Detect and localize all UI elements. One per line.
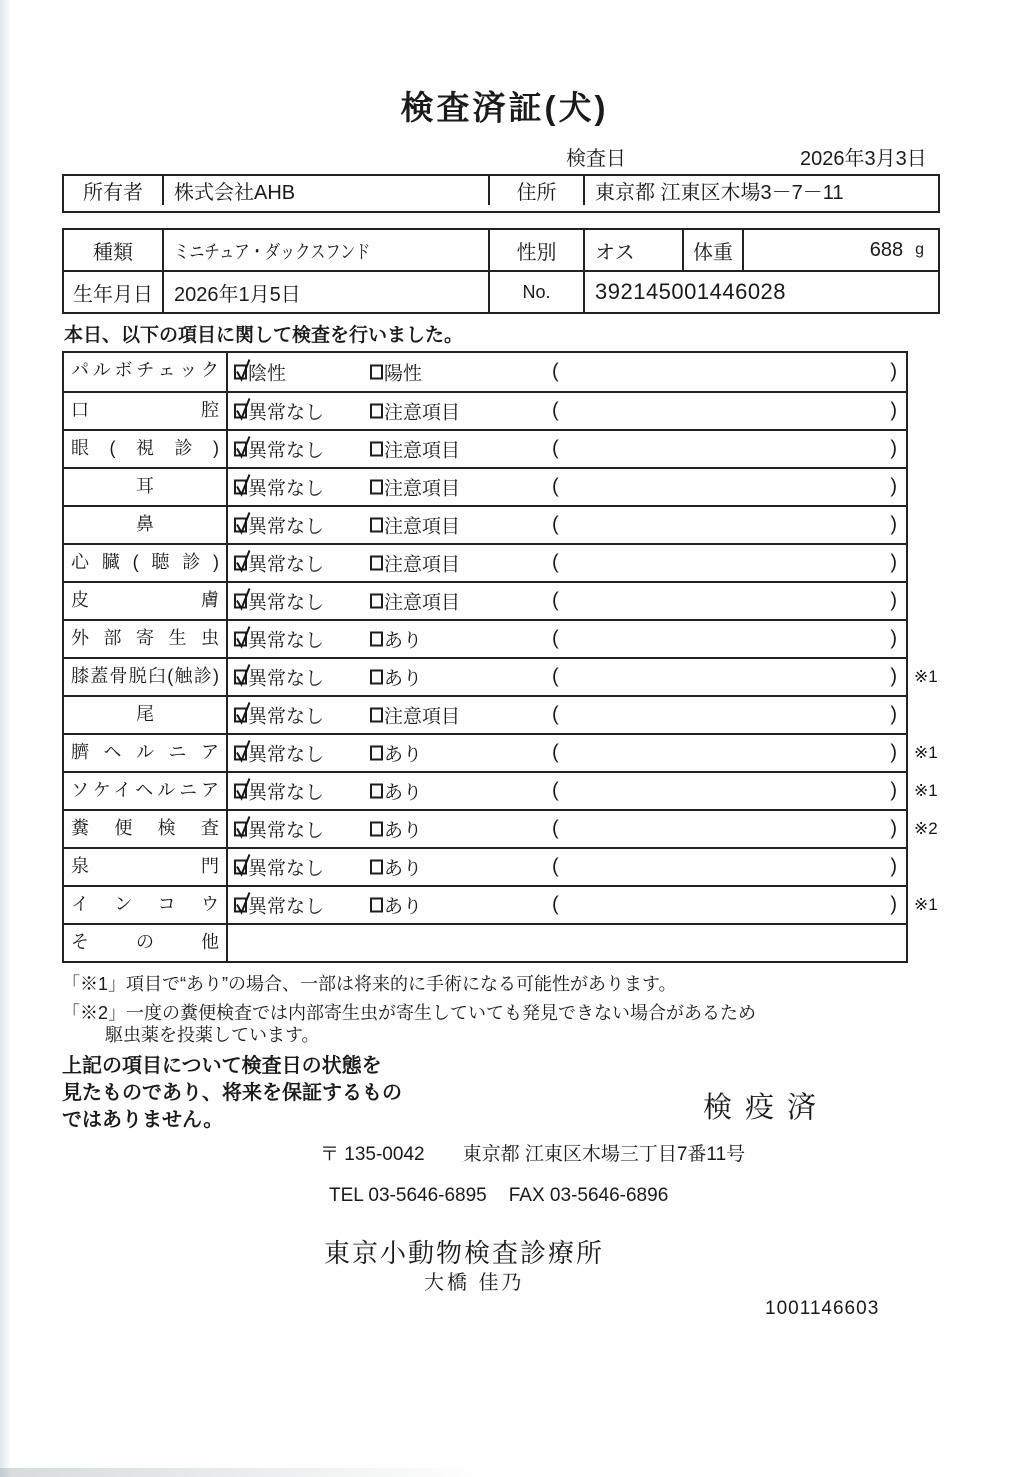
disclaimer-line-1: 上記の項目について検査日の状態を [62, 1055, 382, 1077]
checkbox-unchecked [370, 670, 383, 685]
inspection-table [62, 351, 938, 963]
paren-open: ( [552, 589, 559, 612]
option-normal-label: 異常なし [248, 440, 325, 462]
number-value: 392145001446028 [595, 279, 787, 304]
inspection-row [64, 771, 938, 809]
option-attention-label: 陽性 [384, 363, 423, 385]
option-attention-label: あり [384, 896, 423, 918]
remark-note-1: 「※1」項目で“あり”の場合、一部は将来的に手術になる可能性があります。 [62, 974, 677, 994]
paren-close: ) [890, 627, 897, 650]
paren-close: ) [890, 475, 897, 498]
option-normal-label: 異常なし [248, 668, 325, 690]
paren-open: ( [552, 360, 559, 383]
checkbox-checked [234, 632, 247, 647]
checkbox-unchecked [370, 898, 383, 913]
checkbox-checked [234, 898, 247, 913]
owner-table [62, 174, 940, 213]
inspection-row [64, 733, 938, 771]
serial-number: 1001146603 [765, 1298, 880, 1319]
checkbox-unchecked [370, 594, 383, 609]
weight-unit: g [915, 241, 924, 258]
paren-close: ) [890, 703, 897, 726]
inspection-item-label: その他 [64, 925, 228, 961]
row-reference-note: ※1 [914, 781, 938, 800]
inspection-item-label: 外部寄生虫 [64, 621, 228, 657]
weight-value [744, 230, 938, 270]
checkbox-unchecked [370, 708, 383, 723]
inspection-item-label: 泉門 [64, 849, 228, 885]
owner-label: 所有者 [64, 176, 164, 205]
option-normal-label: 異常なし [248, 516, 325, 538]
clinic-tel: TEL 03-5646-6895 [329, 1185, 487, 1206]
checkbox-checked [234, 670, 247, 685]
sex-label: 性別 [488, 230, 585, 270]
paren-close: ) [890, 551, 897, 574]
checkbox-checked [234, 822, 247, 837]
checkbox-unchecked [370, 480, 383, 495]
option-normal-label: 異常なし [248, 402, 325, 424]
inspection-item-label: 皮膚 [64, 583, 228, 619]
checkbox-unchecked [370, 860, 383, 875]
option-attention-label: 注意項目 [384, 478, 461, 500]
checkbox-unchecked [370, 404, 383, 419]
inspection-date-value: 2026年3月3日 [800, 148, 927, 170]
inspection-row [64, 353, 906, 391]
row-reference-note: ※1 [914, 743, 938, 762]
checkbox-unchecked [370, 746, 383, 761]
checkbox-unchecked [370, 556, 383, 571]
option-normal-label: 陰性 [248, 363, 287, 385]
checkbox-checked [234, 480, 247, 495]
inspection-item-label: インコウ [64, 887, 228, 923]
inspection-row [64, 923, 906, 961]
checkbox-checked [234, 442, 247, 457]
disclaimer-line-3: ではありません。 [62, 1109, 224, 1131]
inspection-item-label: 臍ヘルニア [64, 735, 228, 771]
inspection-row [64, 695, 906, 733]
row-reference-note: ※1 [914, 667, 938, 686]
paren-close: ) [890, 741, 897, 764]
paren-open: ( [552, 893, 559, 916]
option-attention-label: あり [384, 782, 423, 804]
paren-close: ) [890, 665, 897, 688]
address-value: 東京都 江東区木場3－7－11 [595, 182, 844, 204]
inspection-row [64, 391, 906, 429]
paren-open: ( [552, 779, 559, 802]
inspection-row [64, 467, 906, 505]
inspection-row [64, 505, 906, 543]
option-normal-label: 異常なし [248, 706, 325, 728]
clinic-name: 東京小動物検査診療所 [324, 1238, 605, 1268]
paren-close: ) [890, 893, 897, 916]
animal-table [62, 228, 940, 314]
paren-open: ( [552, 437, 559, 460]
row-reference-note: ※1 [914, 895, 938, 914]
paren-open: ( [552, 551, 559, 574]
checkbox-checked [234, 708, 247, 723]
clinic-address: 東京都 江東区木場三丁目7番11号 [462, 1144, 746, 1165]
option-attention-label: あり [384, 744, 423, 766]
checkbox-checked [234, 860, 247, 875]
paren-open: ( [552, 741, 559, 764]
inspection-row [64, 619, 906, 657]
quarantine-stamp: 検疫済 [703, 1092, 830, 1124]
inspection-item-label: 耳 [64, 469, 228, 505]
inspection-item-label: 膝蓋骨脱臼(触診) [64, 659, 228, 695]
paren-close: ) [890, 779, 897, 802]
weight-label: 体重 [682, 230, 744, 270]
paren-close: ) [890, 437, 897, 460]
inspection-item-label: 尾 [64, 697, 228, 733]
checkbox-unchecked [370, 632, 383, 647]
inspection-item-label: 眼(視診) [64, 431, 228, 467]
paren-open: ( [552, 399, 559, 422]
option-attention-label: あり [384, 820, 423, 842]
inspection-item-label: ソケイヘルニア [64, 773, 228, 809]
clinic-fax: FAX 03-5646-6896 [508, 1185, 669, 1206]
option-attention-label: 注意項目 [384, 516, 461, 538]
option-normal-label: 異常なし [248, 478, 325, 500]
checkbox-unchecked [370, 518, 383, 533]
checkbox-unchecked [370, 365, 383, 380]
paren-open: ( [552, 627, 559, 650]
sex-value: オス [595, 241, 635, 264]
checkbox-checked [234, 784, 247, 799]
birthdate-label: 生年月日 [64, 272, 164, 312]
clinic-address-row [320, 1139, 745, 1166]
inspection-item-label: 口腔 [64, 393, 228, 429]
paren-close: ) [890, 513, 897, 536]
owner-value: 株式会社AHB [174, 182, 296, 204]
option-normal-label: 異常なし [248, 744, 325, 766]
checkbox-unchecked [370, 822, 383, 837]
remark-note-2-continued: 駆虫薬を投薬しています。 [105, 1025, 320, 1045]
option-normal-label: 異常なし [248, 782, 325, 804]
clinic-phone-row [329, 1185, 668, 1207]
paren-close: ) [890, 817, 897, 840]
checkbox-checked [234, 518, 247, 533]
paren-close: ) [890, 360, 897, 383]
option-normal-label: 異常なし [248, 592, 325, 614]
inspection-item-label: パルボチェック [64, 353, 228, 391]
option-attention-label: 注意項目 [384, 592, 461, 614]
option-normal-label: 異常なし [248, 630, 325, 652]
number-label: No. [488, 272, 585, 312]
inspection-row [64, 543, 906, 581]
paren-close: ) [890, 399, 897, 422]
option-attention-label: 注意項目 [384, 554, 461, 576]
checkbox-checked [234, 746, 247, 761]
option-normal-label: 異常なし [248, 896, 325, 918]
paren-close: ) [890, 855, 897, 878]
paren-open: ( [552, 475, 559, 498]
paren-open: ( [552, 513, 559, 536]
inspection-row [64, 657, 938, 695]
paren-close: ) [890, 589, 897, 612]
option-normal-label: 異常なし [248, 858, 325, 880]
paren-open: ( [552, 855, 559, 878]
inspection-item-label: 鼻 [64, 507, 228, 543]
weight-number: 688 [869, 238, 904, 261]
checkbox-checked [234, 404, 247, 419]
inspection-date-row [0, 142, 1009, 168]
inspection-row [64, 847, 906, 885]
disclaimer-paragraph [62, 1053, 402, 1134]
inspection-row [64, 429, 906, 467]
inspection-row [64, 809, 938, 847]
paren-open: ( [552, 665, 559, 688]
checkbox-checked [234, 365, 247, 380]
intro-sentence: 本日、以下の項目に関して検査を行いました。 [64, 325, 464, 346]
option-attention-label: あり [384, 858, 423, 880]
disclaimer-line-2: 見たものであり、将来を保証するもの [62, 1082, 402, 1104]
birthdate-value: 2026年1月5日 [174, 283, 301, 306]
paren-open: ( [552, 703, 559, 726]
breed-value: ミニチュア・ダックスフンド [174, 241, 371, 263]
checkbox-unchecked [370, 784, 383, 799]
inspection-row [64, 885, 938, 923]
remark-note-2: 「※2」一度の糞便検査では内部寄生虫が寄生していても発見できない場合があるため [62, 1003, 757, 1023]
inspection-row [64, 581, 906, 619]
scan-artifact-bottom [0, 1468, 480, 1477]
option-attention-label: あり [384, 630, 423, 652]
option-normal-label: 異常なし [248, 820, 325, 842]
clinic-postal-code: 〒 135-0042 [320, 1144, 425, 1165]
veterinarian-name: 大橋 佳乃 [424, 1272, 525, 1294]
option-attention-label: 注意項目 [384, 440, 461, 462]
option-attention-label: 注意項目 [384, 402, 461, 424]
checkbox-checked [234, 594, 247, 609]
row-reference-note: ※2 [914, 819, 938, 838]
option-attention-label: あり [384, 668, 423, 690]
paren-open: ( [552, 817, 559, 840]
option-attention-label: 注意項目 [384, 706, 461, 728]
scan-artifact-left [0, 0, 11, 1477]
checkbox-checked [234, 556, 247, 571]
option-normal-label: 異常なし [248, 554, 325, 576]
inspection-date-label: 検査日 [566, 148, 626, 170]
checkbox-unchecked [370, 442, 383, 457]
breed-label: 種類 [64, 230, 164, 270]
inspection-item-label: 心臓(聴診) [64, 545, 228, 581]
address-label: 住所 [488, 176, 585, 205]
page-title: 検査済証(犬) [400, 89, 609, 126]
inspection-item-label: 糞便検査 [64, 811, 228, 847]
